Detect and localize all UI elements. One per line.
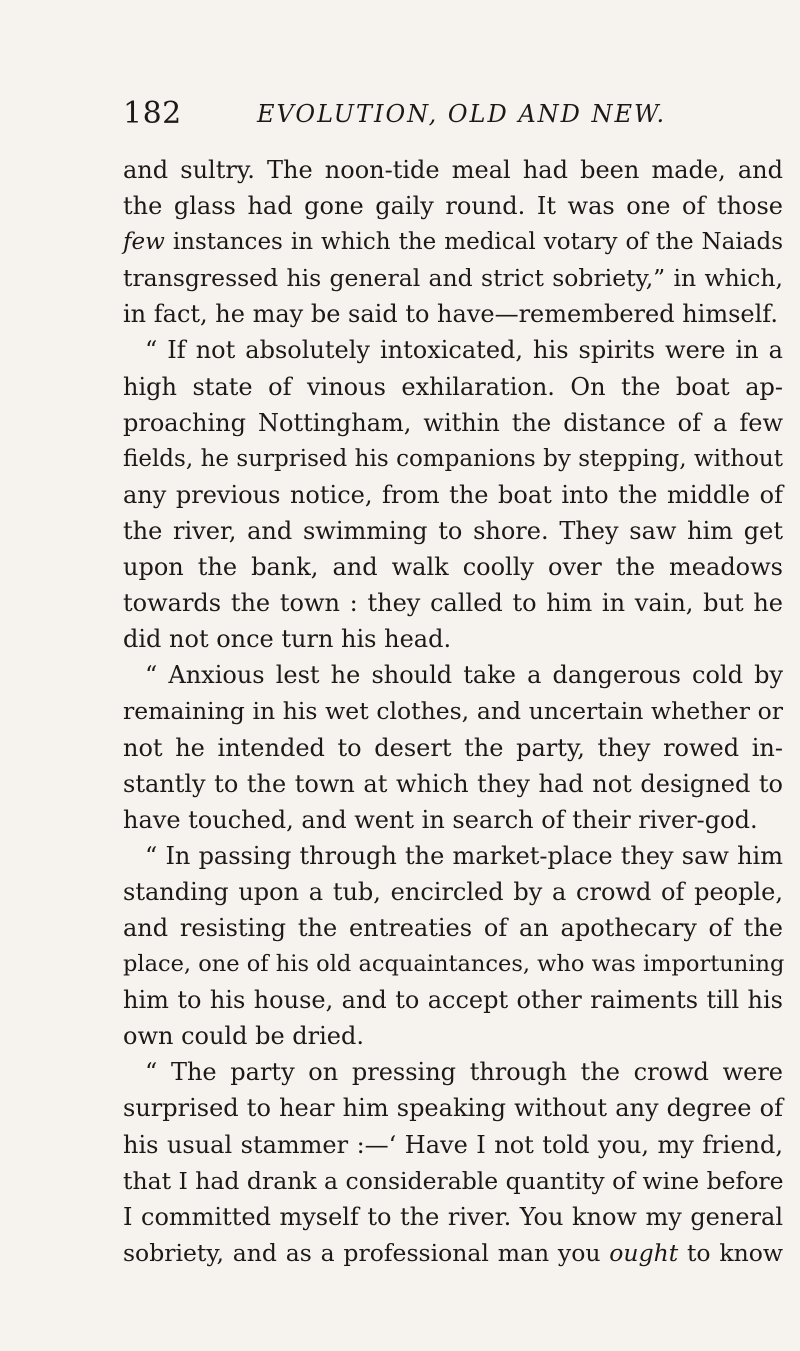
text-segment: towards the town : they called to him in vain, but he: [123, 589, 783, 618]
text-line: [123, 188, 783, 224]
text-segment: high state of vinous exhilaration. On the boat ap-: [123, 372, 783, 401]
text-segment: and resisting the entreaties of an apothecary of the: [123, 913, 783, 942]
page-header: [123, 96, 783, 136]
text-line: [123, 1090, 783, 1126]
text-line: [123, 838, 783, 874]
text-line: [123, 946, 783, 982]
text-segment: the glass had gone gaily round. It was one of those: [123, 192, 783, 221]
text-line: [123, 296, 783, 332]
text-segment: fields, he surprised his companions by stepping, without: [123, 445, 783, 472]
text-line: [123, 369, 783, 405]
text-segment: I committed myself to the river. You know my general: [123, 1202, 783, 1231]
text-line: [123, 693, 783, 729]
text-line: [123, 152, 783, 188]
text-segment: place, one of his old acquaintances, who was importuning: [123, 951, 785, 978]
text-line: [123, 224, 783, 260]
text-line: [123, 730, 783, 766]
text-segment: “ In passing through the market-place they saw him: [145, 841, 783, 870]
text-segment: proaching Nottingham, within the distance of a few: [123, 408, 783, 437]
text-line: [123, 513, 783, 549]
text-line: [123, 910, 783, 946]
text-line: [123, 549, 783, 585]
text-segment: in fact, he may be said to have—remembered himself.: [123, 300, 778, 329]
text-line: [123, 982, 783, 1018]
text-line: [123, 1199, 783, 1235]
text-segment: “ The party on pressing through the crowd were: [145, 1058, 783, 1087]
text-segment: transgressed his general and strict sobriety,” in which,: [123, 264, 783, 293]
text-segment: stantly to the town at which they had not designed to: [123, 769, 783, 798]
text-line: [123, 1127, 783, 1163]
text-segment: his usual stammer :—‘ Have I not told you, my friend,: [123, 1130, 783, 1159]
text-line: [123, 621, 783, 657]
running-head: EVOLUTION, OLD AND NEW.: [257, 100, 667, 128]
italic-text-segment: few: [123, 229, 165, 256]
text-line: [123, 802, 783, 838]
text-line: [123, 1163, 783, 1199]
text-segment: sobriety, and as a professional man you: [123, 1238, 610, 1267]
text-segment: upon the bank, and walk coolly over the meadows: [123, 553, 783, 582]
text-segment: standing upon a tub, encircled by a crowd of people,: [123, 877, 783, 906]
text-segment: that I had drank a considerable quantity of wine before: [123, 1166, 784, 1195]
text-line: [123, 260, 783, 296]
text-line: [123, 1235, 783, 1271]
text-segment: did not once turn his head.: [123, 625, 452, 654]
text-segment: any previous notice, from the boat into the middle of: [123, 480, 783, 509]
text-line: [123, 332, 783, 368]
text-line: [123, 1054, 783, 1090]
text-line: [123, 766, 783, 802]
text-segment: instances in which the medical votary of the Naiads: [164, 229, 783, 256]
text-line: [123, 1018, 783, 1054]
text-segment: have touched, and went in search of their river-god.: [123, 805, 758, 834]
text-line: [123, 657, 783, 693]
text-line: [123, 874, 783, 910]
text-line: [123, 405, 783, 441]
text-segment: own could be dried.: [123, 1022, 364, 1051]
text-segment: “ If not absolutely intoxicated, his spirits were in a: [145, 336, 783, 365]
text-segment: to know: [678, 1238, 784, 1267]
text-segment: the river, and swimming to shore. They saw him get: [123, 516, 783, 545]
text-segment: remaining in his wet clothes, and uncertain whether or: [123, 697, 783, 726]
page-number: 182: [123, 96, 182, 131]
text-line: [123, 441, 783, 477]
text-line: [123, 477, 783, 513]
italic-text-segment: ought: [609, 1238, 679, 1267]
text-segment: him to his house, and to accept other raiments till his: [123, 986, 783, 1015]
text-segment: “ Anxious lest he should take a dangerous cold by: [145, 661, 783, 690]
text-line: [123, 585, 783, 621]
body-text: [123, 152, 783, 1271]
text-segment: and sultry. The noon-tide meal had been made, and: [123, 156, 783, 184]
text-segment: not he intended to desert the party, they rowed in-: [123, 733, 783, 762]
text-segment: surprised to hear him speaking without any degree of: [123, 1094, 783, 1123]
